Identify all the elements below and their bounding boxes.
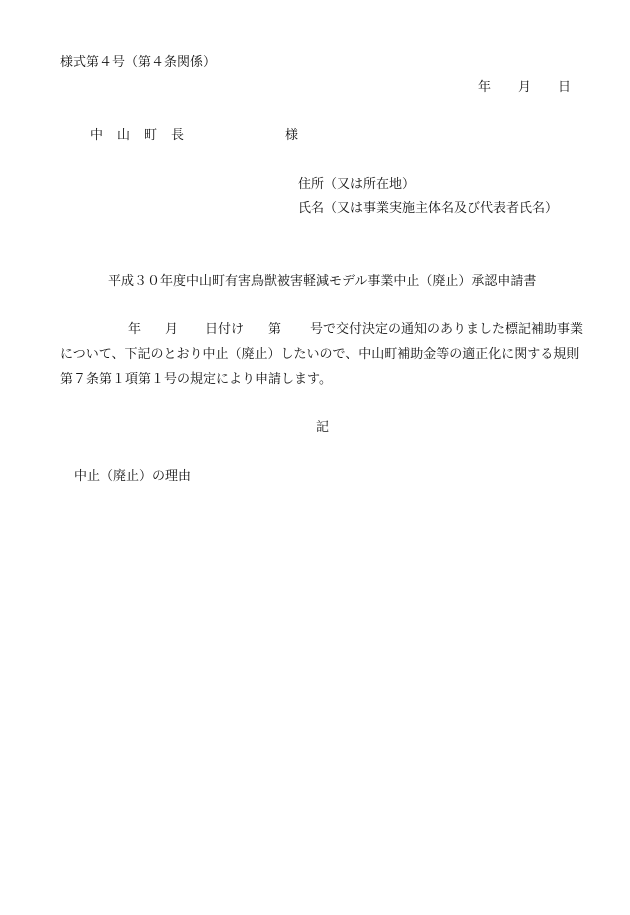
body-line-1-rest: 号で交付決定の通知のありました標記補助事業 [310, 322, 584, 337]
body-month-label: 月 [165, 322, 179, 337]
addressee-name: 中 山 町 長 [90, 128, 185, 143]
applicant-name-label: 氏名（又は事業実施主体名及び代表者氏名） [298, 201, 559, 216]
ki-heading: 記 [316, 420, 330, 435]
form-number-label: 様式第４号（第４条関係） [60, 55, 217, 70]
date-month-label: 月 [518, 80, 532, 95]
document-title: 平成３０年度中山町有害鳥獣被害軽減モデル事業中止（廃止）承認申請書 [108, 274, 537, 289]
applicant-address-label: 住所（又は所在地） [298, 177, 416, 192]
body-year-label: 年 [128, 322, 142, 337]
body-line-3: 第７条第１項第１号の規定により申請します。 [60, 372, 332, 387]
body-line-2: について、下記のとおり中止（廃止）したいので、中山町補助金等の適正化に関する規則 [60, 347, 580, 362]
date-day-label: 日 [558, 80, 572, 95]
body-number-prefix: 第 [268, 322, 282, 337]
date-year-label: 年 [478, 80, 492, 95]
body-date-suffix: 日付け [205, 322, 245, 337]
addressee-honorific: 様 [285, 128, 299, 143]
reason-label: 中止（廃止）の理由 [74, 469, 192, 484]
